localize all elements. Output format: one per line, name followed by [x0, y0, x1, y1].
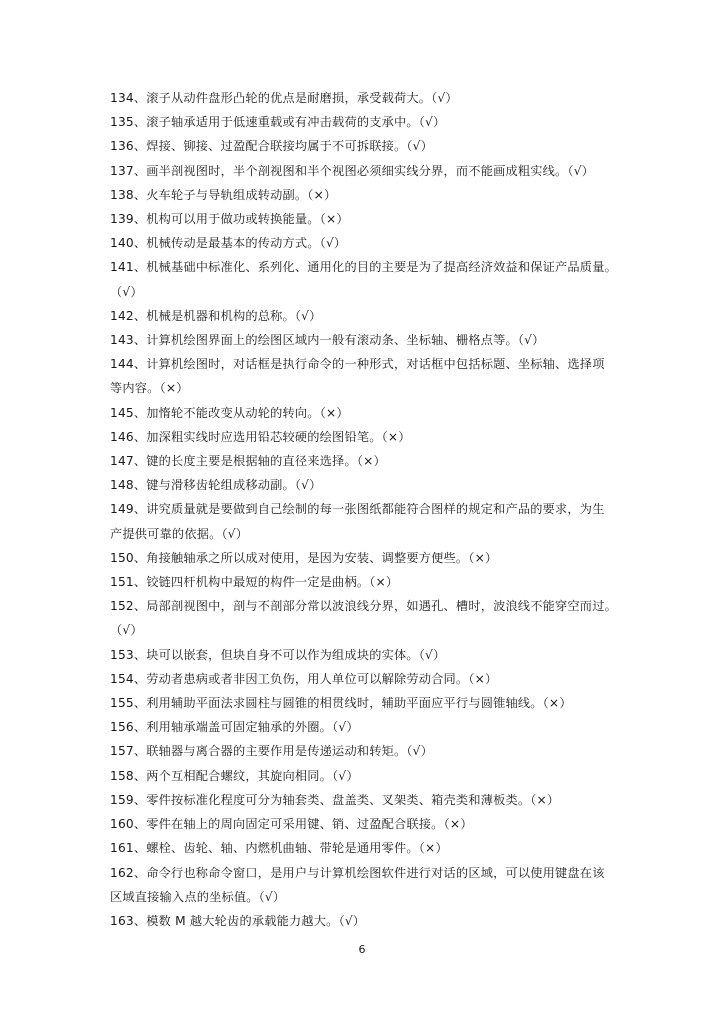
list-item: 149、讲究质量就是要做到自己绘制的每一张图纸都能符合图样的规定和产品的要求，为生 — [110, 502, 605, 517]
list-item: 160、零件在轴上的周向固定可采用键、销、过盈配合联接。（×） — [110, 817, 473, 832]
list-item: 136、焊接、铆接、过盈配合联接均属于不可拆联接。（√） — [110, 139, 434, 154]
list-item: 138、火车轮子与导轨组成转动副。（×） — [110, 187, 337, 202]
list-item: 152、局部剖视图中，剖与不剖部分常以波浪线分界，如遇孔、槽时，波浪线不能穿空而过。 — [110, 599, 617, 614]
list-item: 135、滚子轴承适用于低速重载或有冲击载荷的支承中。（√） — [110, 115, 446, 130]
list-item: 141、机械基础中标准化、系列化、通用化的目的主要是为了提高经济效益和保证产品质量。 — [110, 260, 617, 275]
list-item: 162、命令行也称命令窗口，是用户与计算机绘图软件进行对话的区域，可以使用键盘在该 — [110, 865, 605, 880]
list-item-continuation: （√） — [110, 284, 143, 299]
page-number: 6 — [358, 943, 366, 956]
list-item-continuation: （√） — [110, 623, 143, 638]
list-item: 147、键的长度主要是根据轴的直径来选择。（×） — [110, 454, 386, 469]
list-item: 157、联轴器与离合器的主要作用是传递运动和转矩。（√） — [110, 744, 434, 759]
list-item: 161、螺栓、齿轮、轴、内燃机曲轴、带轮是通用零件。（×） — [110, 841, 448, 856]
list-item: 134、滚子从动件盘形凸轮的优点是耐磨损，承受载荷大。（√） — [110, 91, 458, 105]
list-item: 163、模数 M 越大轮齿的承载能力越大。（√） — [110, 913, 366, 928]
list-item: 145、加惰轮不能改变从动轮的转向。（×） — [110, 405, 349, 420]
list-item: 143、计算机绘图界面上的绘图区域内一般有滚动条、坐标轴、栅格点等。（√） — [110, 333, 545, 348]
list-item: 158、两个互相配合螺纹，其旋向相同。（√） — [110, 768, 359, 783]
list-item-continuation: 产提供可靠的依据。（√） — [110, 526, 249, 541]
question-list — [110, 86, 630, 933]
list-item: 137、画半剖视图时，半个剖视图和半个视图必须细实线分界，而不能画成粗实线。（√） — [110, 163, 595, 178]
list-item: 146、加深粗实线时应选用铅芯较硬的绘图铅笔。（×） — [110, 429, 411, 444]
list-item: 150、角接触轴承之所以成对使用，是因为安装、调整要方便些。（×） — [110, 550, 498, 565]
list-item: 148、键与滑移齿轮组成移动副。（√） — [110, 478, 322, 493]
list-item: 144、计算机绘图时，对话框是执行命令的一种形式，对话框中包括标题、坐标轴、选择项 — [110, 357, 605, 372]
list-item: 154、劳动者患病或者非因工负伤，用人单位可以解除劳动合同。（×） — [110, 671, 498, 686]
list-item: 153、块可以嵌套，但块自身不可以作为组成块的实体。（√） — [110, 647, 446, 662]
list-item: 156、利用轴承端盖可固定轴承的外圈。（√） — [110, 720, 359, 735]
list-item-continuation: 区域直接输入点的坐标值。（√） — [110, 889, 286, 904]
list-item: 139、机构可以用于做功或转换能量。（×） — [110, 212, 349, 227]
list-item: 151、铰链四杆机构中最短的构件一定是曲柄。（×） — [110, 575, 399, 590]
list-item-continuation: 等内容。（×） — [110, 381, 189, 396]
list-item: 155、利用辅助平面法求圆柱与圆锥的相贯线时，辅助平面应平行与圆锥轴线。（×） — [110, 696, 572, 711]
list-item: 142、机械是机器和机构的总称。（√） — [110, 308, 322, 323]
list-item: 140、机械传动是最基本的传动方式。（√） — [110, 236, 347, 251]
list-item: 159、零件按标准化程度可分为轴套类、盘盖类、叉架类、箱壳类和薄板类。（×） — [110, 792, 560, 807]
